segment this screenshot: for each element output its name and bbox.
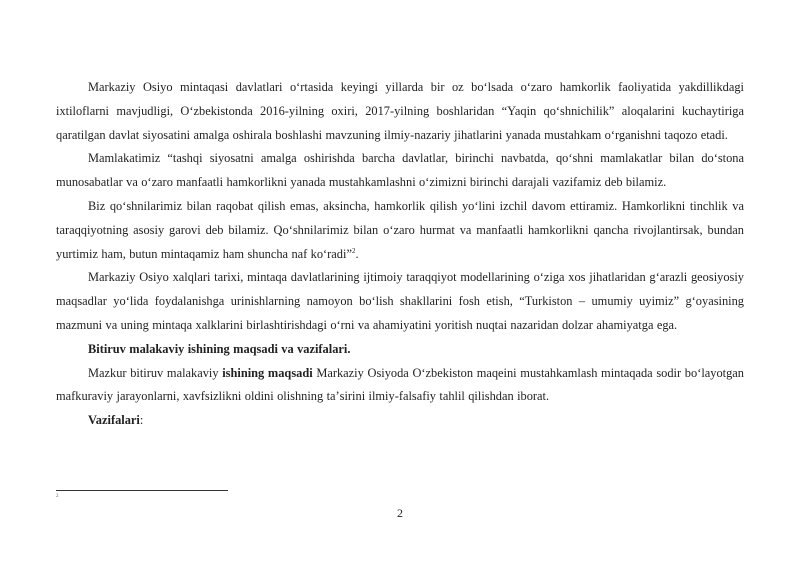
section-heading-text: Bitiruv malakaviy ishining maqsadi va vazifalari. xyxy=(88,341,351,356)
section-heading xyxy=(56,338,744,362)
tasks-heading xyxy=(56,409,744,433)
paragraph-2 xyxy=(56,147,744,195)
paragraph-6-start: Mazkur bitiruv malakaviy xyxy=(88,365,223,380)
footnote-reference: 2 xyxy=(351,246,356,255)
body-text xyxy=(56,76,744,433)
paragraph-6-emphasis: ishining maqsadi xyxy=(222,365,313,380)
paragraph-4 xyxy=(56,266,744,337)
paragraph-4-text: Markaziy Osiyo xalqlari tarixi, mintaqa davlatlarining ijtimoiy taraqqiyot modellarining oʻziga xos jihatlaridan gʻarazli geosiyosiy maqsadlar yoʻlida foydalanishga urinishlarning namoyon boʻlish shakllarini fosh etish, “Turkiston – umumiy uyimiz” gʻoyasining mazmuni va uning mintaqa xalklarini birlashtirishdagi oʻrni va ahamiyatini yoritish nuqtai nazaridan dolzar ahamiyatga ega. xyxy=(56,270,744,332)
paragraph-1 xyxy=(56,76,744,147)
paragraph-3-text: Biz qoʻshnilarimiz bilan raqobat qilish emas, aksincha, hamkorlik qilish yoʻlini izchil davom ettiramiz. Hamkorlikni tinchlik va taraqqiyotning asosiy garovi deb bilamiz. Qoʻshnilarimiz bilan oʻzaro hurmat va manfaatli hamkorlikni qancha rivojlantirsak, bundan yurtimiz ham, butun mintaqamiz ham shuncha naf koʻradi” xyxy=(56,198,744,261)
paragraph-6 xyxy=(56,362,744,410)
paragraph-2-text: Mamlakatimiz “tashqi siyosatni amalga oshirishda barcha davlatlar, birinchi navbatda, qoʻshni mamlakatlar bilan doʻstona munosabatlar va oʻzaro manfaatli hamkorlikni yanada mustahkamlashni oʻzimizni birinchi darajali vazifamiz deb bilamiz. xyxy=(56,151,744,190)
paragraph-6-end: Markaziy Osiyoda Oʻzbekiston maqeini mustahkamlash mintaqada sodir boʻlayotgan mafkuraviy jarayonlarni, xavfsizlikni oldini olishning taʼsirini ilmiy-falsafiy tahlil qilishdan iborat. xyxy=(56,365,744,404)
footnote-separator xyxy=(56,490,228,491)
page-number: 2 xyxy=(397,506,403,520)
paragraph-3 xyxy=(56,195,744,266)
paragraph-3-end: . xyxy=(355,246,359,261)
paragraph-1-text: Markaziy Osiyo mintaqasi davlatlari oʻrtasida keyingi yillarda bir oz boʻlsada oʻzaro hamkorlik faoliyatida yakdillikdagi ixtiloflarni mavjudligi, Oʻzbekistonda 2016-yilning oxiri, 2017-yilning boshlaridan “Yaqin qoʻshnichilik” aloqalarini kuchaytiriga qaratilgan davlat siyosatini amalga oshirala boshlashi mavzuning ilmiy-nazariy jihatlarini yanada mustahkam oʻrganishni taqozo etadi. xyxy=(56,80,744,142)
footnote-mark: 2 xyxy=(56,494,59,499)
tasks-heading-text: Vazifalari xyxy=(88,413,140,428)
tasks-heading-colon: : xyxy=(139,413,144,428)
